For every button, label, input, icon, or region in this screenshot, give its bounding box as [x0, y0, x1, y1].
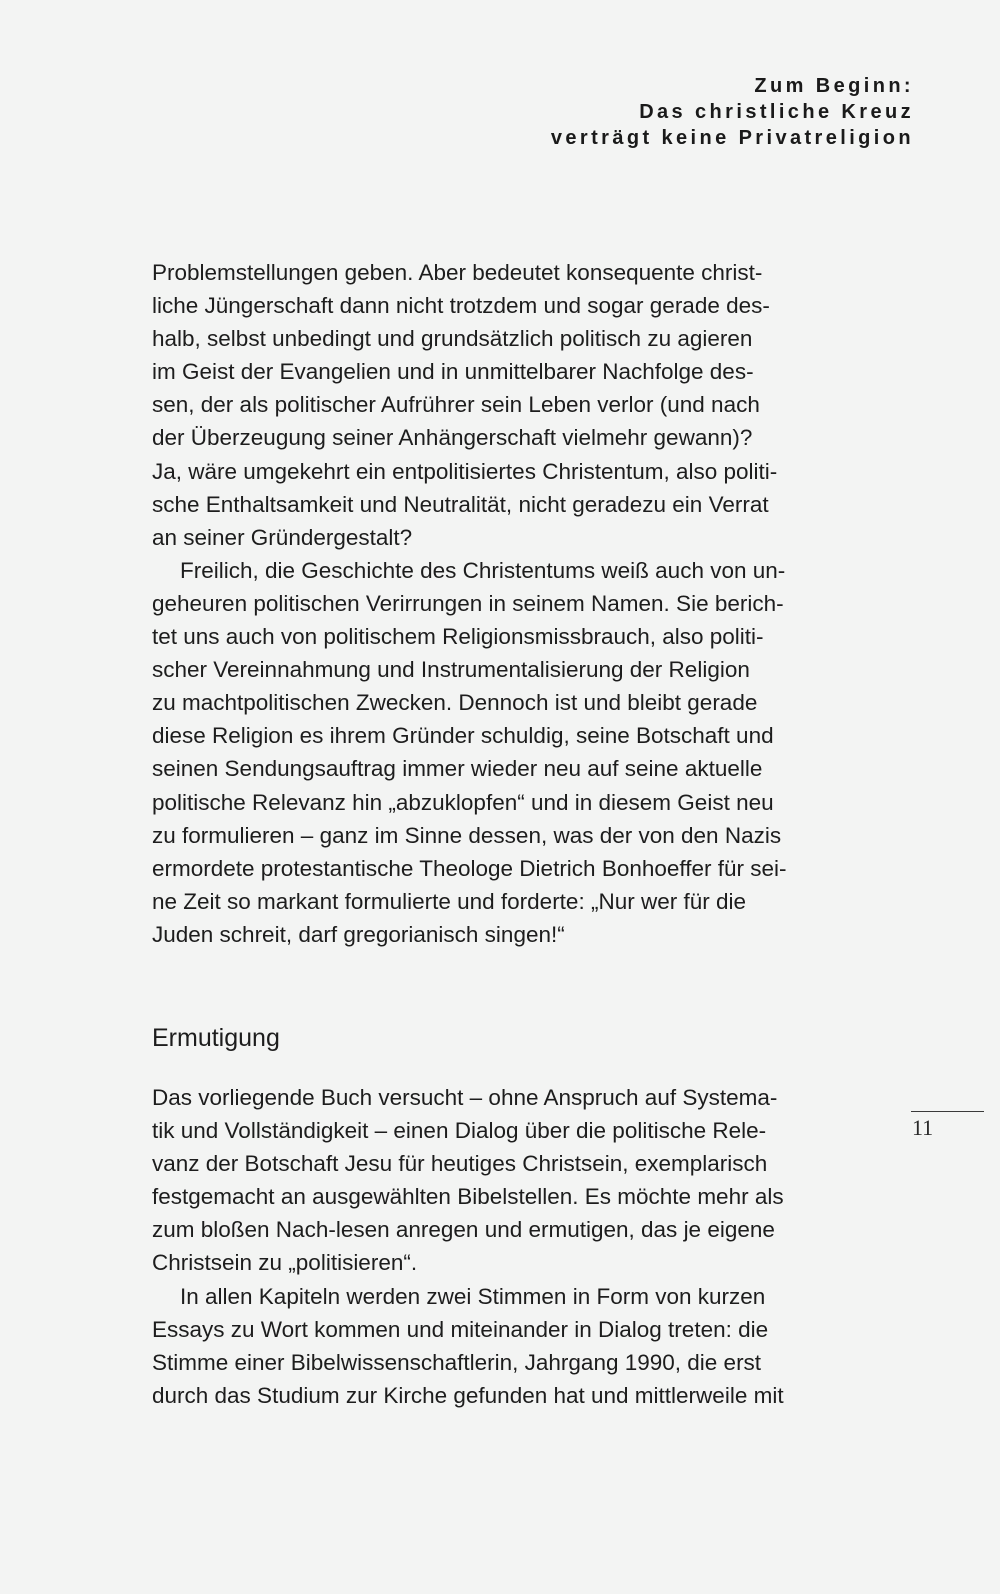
running-head: [551, 73, 914, 151]
text-line: Ja, wäre umgekehrt ein entpolitisiertes Christentum, also politi-: [152, 458, 778, 484]
running-head-line: verträgt keine Privatreligion: [550, 127, 914, 149]
text-line: zu formulieren – ganz im Sinne dessen, was der von den Nazis: [152, 822, 782, 848]
text-line: Das vorliegende Buch versucht – ohne Anspruch auf Systema-: [152, 1085, 778, 1110]
text-line: Freilich, die Geschichte des Christentums weiß auch von un-: [180, 557, 786, 583]
text-line: zu machtpolitischen Zwecken. Dennoch ist und bleibt gerade: [152, 690, 758, 716]
text-line: durch das Studium zur Kirche gefunden hat und mittlerweile mit: [152, 1382, 784, 1408]
body-text: [152, 256, 867, 951]
page-number: 11: [912, 1115, 934, 1140]
section-heading: Ermutigung: [152, 1024, 280, 1052]
text-line: vanz der Botschaft Jesu für heutiges Christsein, exemplarisch: [152, 1151, 768, 1177]
text-line: sche Enthaltsamkeit und Neutralität, nicht geradezu ein Verrat: [152, 491, 769, 517]
text-line: Stimme einer Bibelwissenschaftlerin, Jahrgang 1990, die erst: [152, 1349, 762, 1375]
text-line: Christsein zu „politisieren“.: [152, 1250, 418, 1276]
text-line: Essays zu Wort kommen und miteinander in Dialog treten: die: [152, 1316, 769, 1342]
text-line: liche Jüngerschaft dann nicht trotzdem und sogar gerade des-: [152, 293, 770, 319]
text-line: geheuren politischen Verirrungen in seinem Namen. Sie berich-: [152, 590, 784, 616]
text-line: der Überzeugung seiner Anhängerschaft vielmehr gewann)?: [152, 425, 753, 451]
text-line: festgemacht an ausgewählten Bibelstellen. Es möchte mehr als: [152, 1184, 784, 1210]
text-line: politische Relevanz hin „abzuklopfen“ und in diesem Geist neu: [152, 789, 774, 815]
section-text: [152, 1081, 867, 1412]
running-head-line: Zum Beginn:: [754, 75, 914, 97]
text-line: scher Vereinnahmung und Instrumentalisierung der Religion: [152, 657, 750, 683]
text-line: zum bloßen Nach-lesen anregen und ermutigen, das je eigene: [152, 1217, 775, 1243]
text-line: an seiner Gründergestalt?: [152, 524, 413, 550]
text-line: In allen Kapiteln werden zwei Stimmen in Form von kurzen: [180, 1283, 766, 1309]
text-line: Juden schreit, darf gregorianisch singen!“: [152, 921, 565, 947]
text-line: ermordete protestantische Theologe Dietrich Bonhoeffer für sei-: [152, 855, 787, 881]
text-line: tet uns auch von politischem Religionsmissbrauch, also politi-: [152, 624, 764, 650]
folio-rule: [911, 1111, 984, 1112]
text-line: tik und Vollständigkeit – einen Dialog über die politische Rele-: [152, 1118, 767, 1144]
text-line: seinen Sendungsauftrag immer wieder neu auf seine aktuelle: [152, 756, 763, 782]
running-head-line: Das christliche Kreuz: [639, 101, 914, 123]
text-line: Problemstellungen geben. Aber bedeutet konsequente christ-: [152, 260, 763, 285]
text-line: im Geist der Evangelien und in unmittelbarer Nachfolge des-: [152, 359, 754, 385]
text-line: diese Religion es ihrem Gründer schuldig, seine Botschaft und: [152, 723, 774, 749]
text-line: halb, selbst unbedingt und grundsätzlich politisch zu agieren: [152, 326, 753, 352]
text-line: sen, der als politischer Aufrührer sein Leben verlor (und nach: [152, 392, 760, 418]
text-line: ne Zeit so markant formulierte und forderte: „Nur wer für die: [152, 888, 746, 914]
